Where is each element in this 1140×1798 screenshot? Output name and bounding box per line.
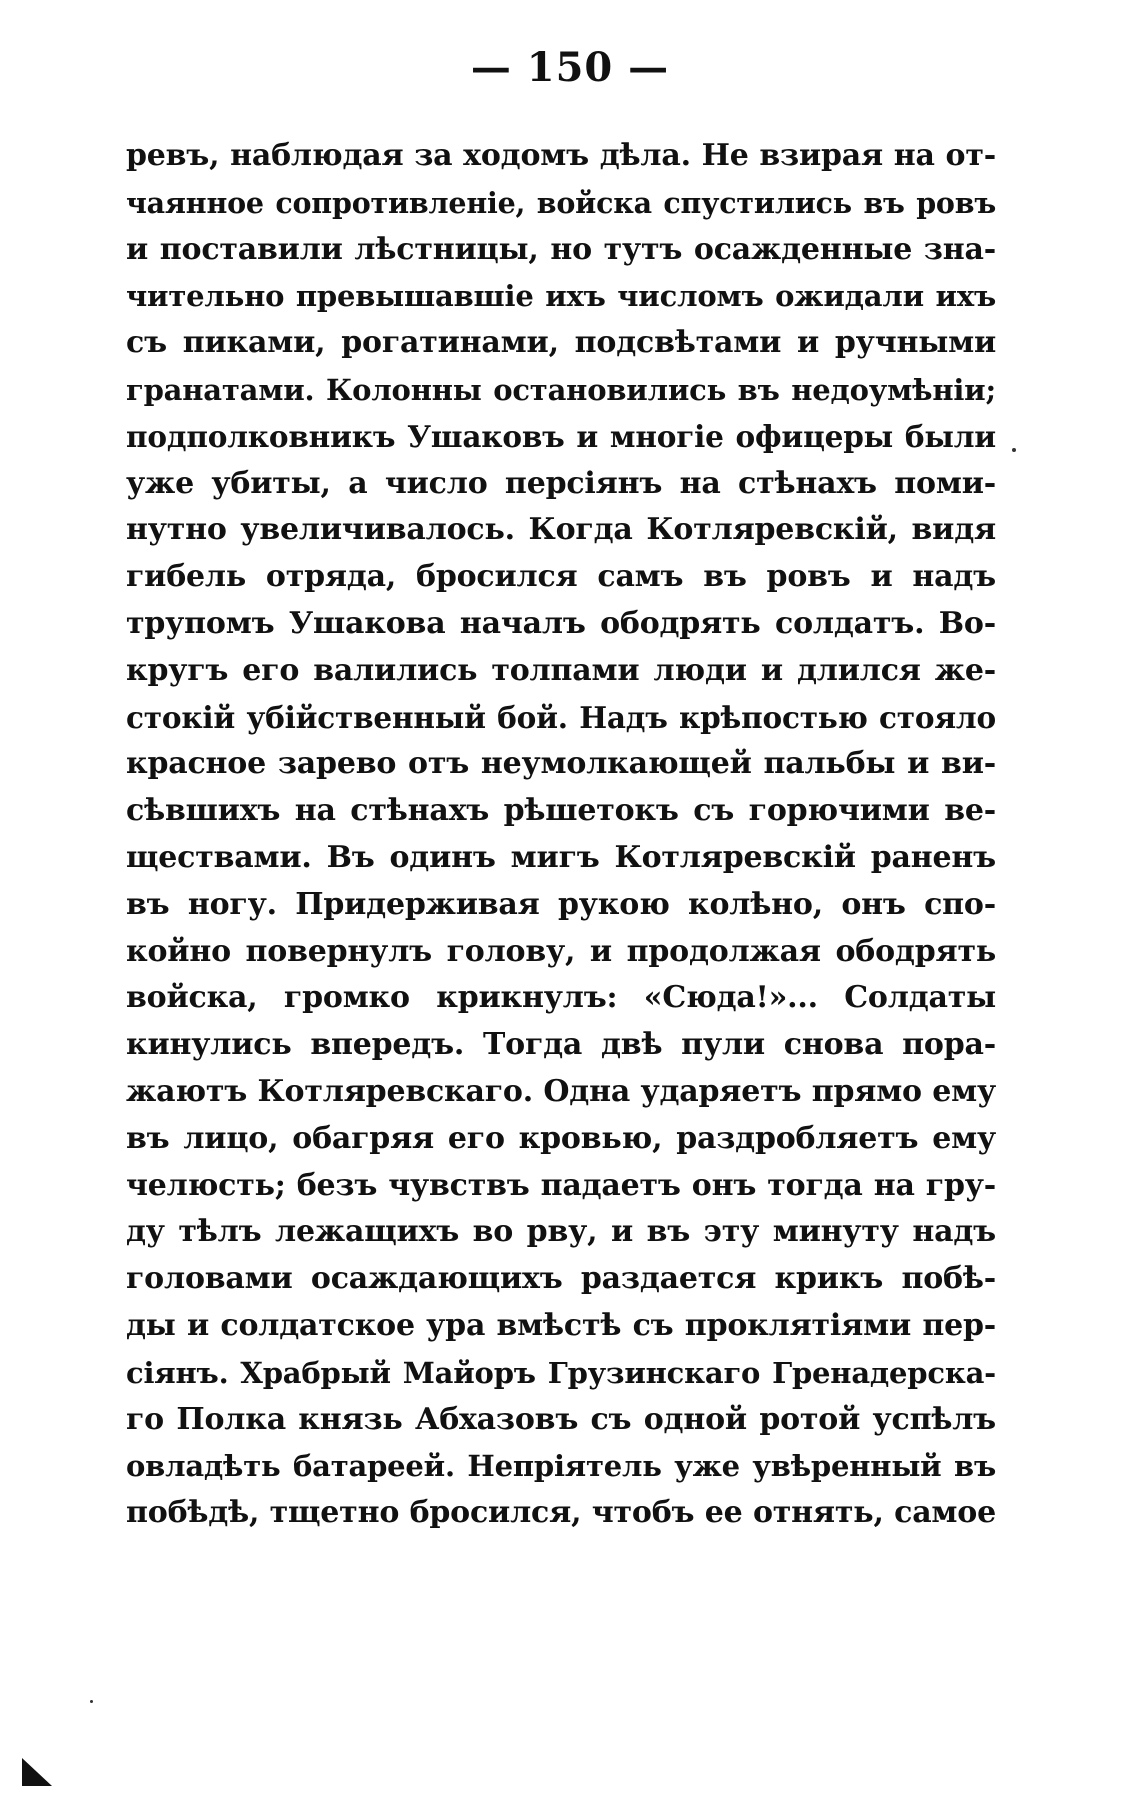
scan-speck [1012,448,1016,452]
text-line: чительно превышавшіе ихъ числомъ ожидали ихъ [126,279,996,314]
text-line: стокій убійственный бой. Надъ крѣпостью стояло [126,699,996,735]
text-line: кругъ его валились толпами люди и длился же- [126,652,996,688]
text-line: го Полка князь Абхазовъ съ одной ротой успѣлъ [126,1401,996,1437]
text-line: уже убиты, а число персіянъ на стѣнахъ поми- [126,465,996,501]
text-line: чаянное сопротивленіе, войска спустились въ ровъ [126,185,996,220]
text-line: жаютъ Котляревскаго. Одна ударяетъ прямо ему [126,1073,996,1109]
text-line: и поставили лѣстницы, но тутъ осажденные зна- [126,231,996,267]
text-line: челюсть; безъ чувствъ падаетъ онъ тогда на гру- [126,1167,996,1203]
text-line: кинулись впередъ. Тогда двѣ пули снова пора- [126,1027,996,1063]
text-line: въ лицо, обагряя его кровью, раздробляетъ ему [126,1120,996,1156]
scan-corner-mark [22,1758,52,1786]
text-line: койно повернулъ голову, и продолжая ободрять [126,933,996,969]
text-line: ществами. Въ одинъ мигъ Котляревскій раненъ [126,839,996,875]
text-line: красное зарево отъ неумолкающей пальбы и ви- [126,746,996,782]
text-line: сіянъ. Храбрый Майоръ Грузинскаго Гренадерска- [126,1355,996,1390]
text-line: съ пиками, рогатинами, подсвѣтами и ручными [126,325,996,361]
text-line: ды и солдатское ура вмѣстѣ съ проклятіями пер- [126,1307,996,1343]
text-line: головами осаждающихъ раздается крикъ побѣ- [126,1261,996,1297]
text-line: въ ногу. Придерживая рукою колѣно, онъ спо- [126,886,996,922]
text-line: нутно увеличивалось. Когда Котляревскій, видя [126,512,996,548]
text-line: трупомъ Ушакова началъ ободрять солдатъ. Во- [126,605,996,641]
text-line: подполковникъ Ушаковъ и многіе офицеры были [126,418,996,454]
text-line: войска, громко крикнулъ: «Сюда!»... Солдаты [126,980,996,1016]
text-line: ду тѣлъ лежащихъ во рву, и въ эту минуту надъ [126,1214,996,1250]
body-text [126,133,996,1537]
text-line: гранатами. Колонны остановились въ недоумѣніи; [126,372,996,407]
text-line: ревъ, наблюдая за ходомъ дѣла. Не взирая на от- [126,138,996,173]
text-line: побѣдѣ, тщетно бросился, чтобъ ее отнять, самое [126,1495,996,1531]
text-line: сѣвшихъ на стѣнахъ рѣшетокъ съ горючими ве- [126,793,996,829]
scan-speck [90,1700,93,1703]
page-number: — 150 — [470,44,670,91]
text-line: овладѣть батареей. Непріятель уже увѣренный въ [126,1449,996,1484]
text-line: гибель отряда, бросился самъ въ ровъ и надъ [126,559,996,595]
